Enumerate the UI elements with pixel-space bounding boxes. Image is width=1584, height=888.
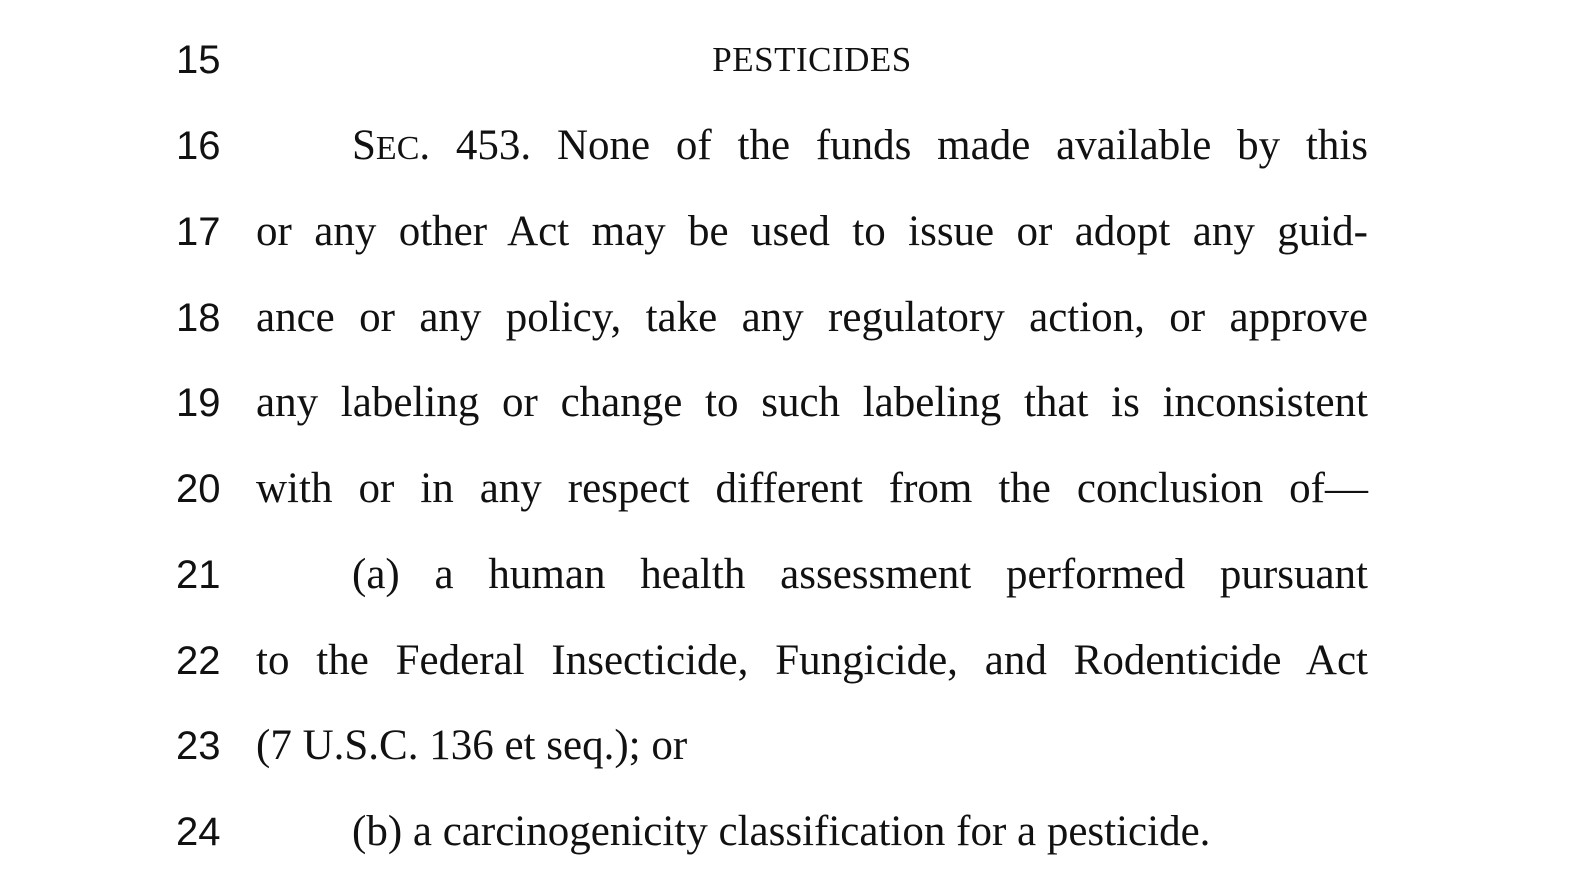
- line-22: [0, 631, 1584, 691]
- section-text-line: or any other Act may be used to issue or adopt any guid-: [256, 208, 1368, 255]
- section-text-line: with or in any respect different from the conclusion of—: [256, 465, 1368, 512]
- line-20: [0, 459, 1584, 519]
- line-16: [0, 116, 1584, 176]
- line-number: 15: [176, 38, 221, 82]
- paragraph-a-line: to the Federal Insecticide, Fungicide, and Rodenticide Act: [256, 637, 1368, 684]
- paragraph-b-line: (b) a carcinogenicity classification for a pesticide.: [352, 808, 1211, 855]
- line-24: [0, 802, 1584, 862]
- line-number: 22: [176, 639, 221, 683]
- line-number: 23: [176, 724, 221, 768]
- line-number: 18: [176, 296, 221, 340]
- line-17: [0, 202, 1584, 262]
- line-19: [0, 373, 1584, 433]
- line-number: 20: [176, 467, 221, 511]
- line-number: 17: [176, 210, 221, 254]
- line-18: [0, 288, 1584, 348]
- line-number: 21: [176, 553, 221, 597]
- section-text-line: SEC. 453. None of the funds made available by this: [352, 122, 1368, 169]
- section-heading: PESTICIDES: [712, 40, 912, 79]
- paragraph-a-line: (7 U.S.C. 136 et seq.); or: [256, 722, 688, 769]
- paragraph-a-line: (a) a human health assessment performed pursuant: [352, 551, 1368, 598]
- section-text-line: any labeling or change to such labeling that is inconsistent: [256, 379, 1368, 426]
- line-21: [0, 545, 1584, 605]
- line-23: [0, 716, 1584, 776]
- line-number: 24: [176, 810, 221, 854]
- section-text-line: ance or any policy, take any regulatory action, or approve: [256, 294, 1368, 341]
- line-number: 16: [176, 124, 221, 168]
- section-label: SEC. 453.: [352, 122, 532, 169]
- line-15: [0, 30, 1584, 90]
- line-number: 19: [176, 381, 221, 425]
